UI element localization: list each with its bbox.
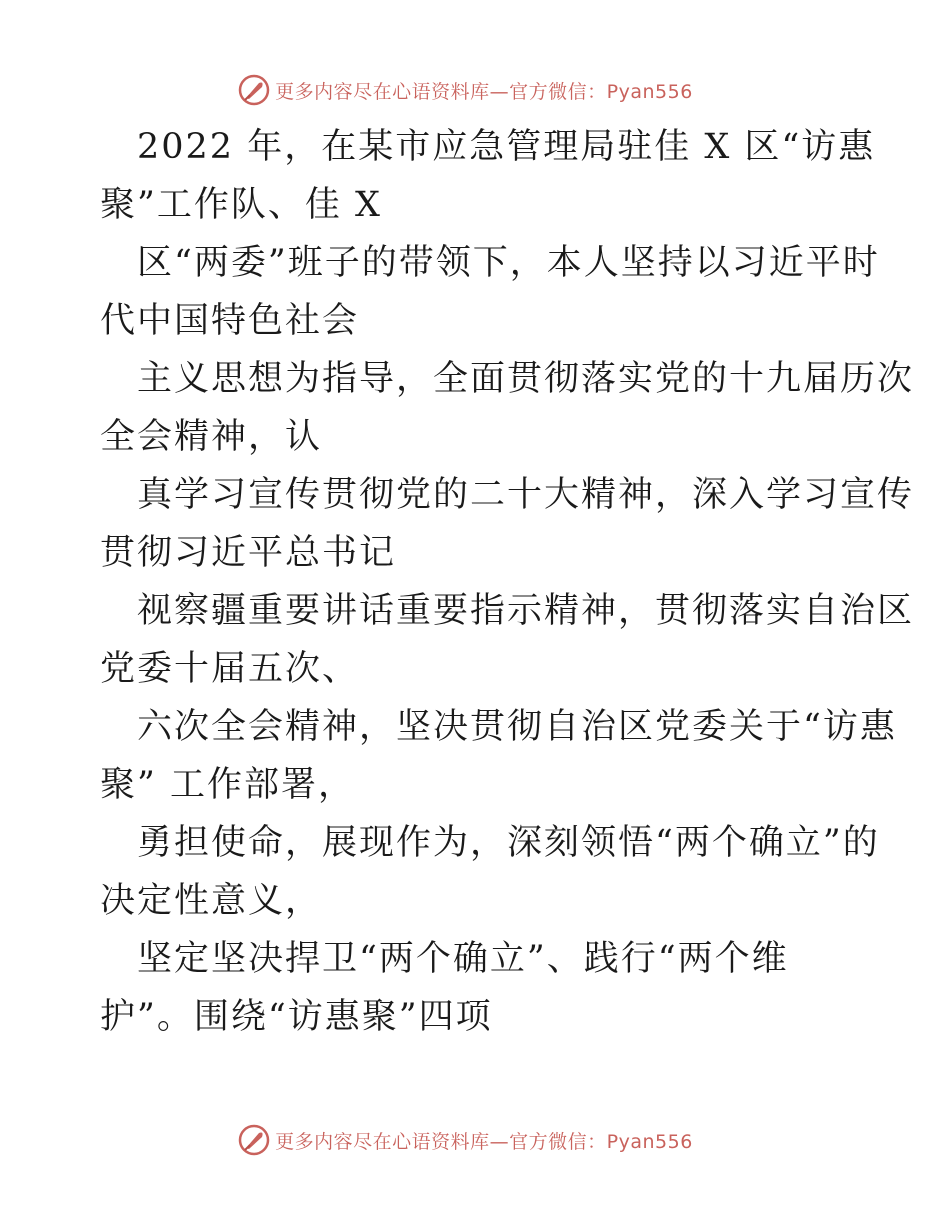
feather-pen-logo-icon bbox=[237, 73, 271, 107]
text-line: 六次全会精神，坚决贯彻自治区党委关于“访惠 bbox=[137, 707, 897, 747]
text-line: 坚定坚决捍卫“两个确立”、践行“两个维 bbox=[137, 939, 789, 979]
feather-pen-logo-icon bbox=[237, 1123, 271, 1157]
text-line: 决定性意义， bbox=[100, 881, 323, 921]
header-watermark bbox=[0, 70, 950, 110]
watermark-text: 更多内容尽在心语资料库—官方微信：Pyan556 bbox=[275, 80, 693, 103]
text-line: 全会精神，认 bbox=[100, 417, 323, 457]
text-line: 区“两委”班子的带领下，本人坚持以习近平时 bbox=[137, 243, 880, 283]
footer-watermark bbox=[0, 1120, 950, 1160]
text-line: 代中国特色社会 bbox=[100, 301, 360, 341]
watermark-text: 更多内容尽在心语资料库—官方微信：Pyan556 bbox=[275, 1130, 693, 1153]
text-line: 视察疆重要讲话重要指示精神，贯彻落实自治区 bbox=[137, 591, 915, 631]
text-line: 护”。围绕“访惠聚”四项 bbox=[100, 997, 493, 1037]
text-line: 勇担使命，展现作为，深刻领悟“两个确立”的 bbox=[137, 823, 880, 863]
text-line: 党委十届五次、 bbox=[100, 649, 360, 689]
text-line: 真学习宣传贯彻党的二十大精神，深入学习宣传 bbox=[137, 475, 915, 515]
document-body bbox=[100, 118, 915, 1046]
text-line: 聚” 工作部署， bbox=[100, 765, 356, 805]
text-line: 聚”工作队、佳 X bbox=[100, 185, 382, 225]
text-line: 贯彻习近平总书记 bbox=[100, 533, 397, 573]
text-line: 主义思想为指导，全面贯彻落实党的十九届历次 bbox=[137, 359, 915, 399]
text-line: 2022 年，在某市应急管理局驻佳 X 区“访惠 bbox=[137, 127, 876, 167]
